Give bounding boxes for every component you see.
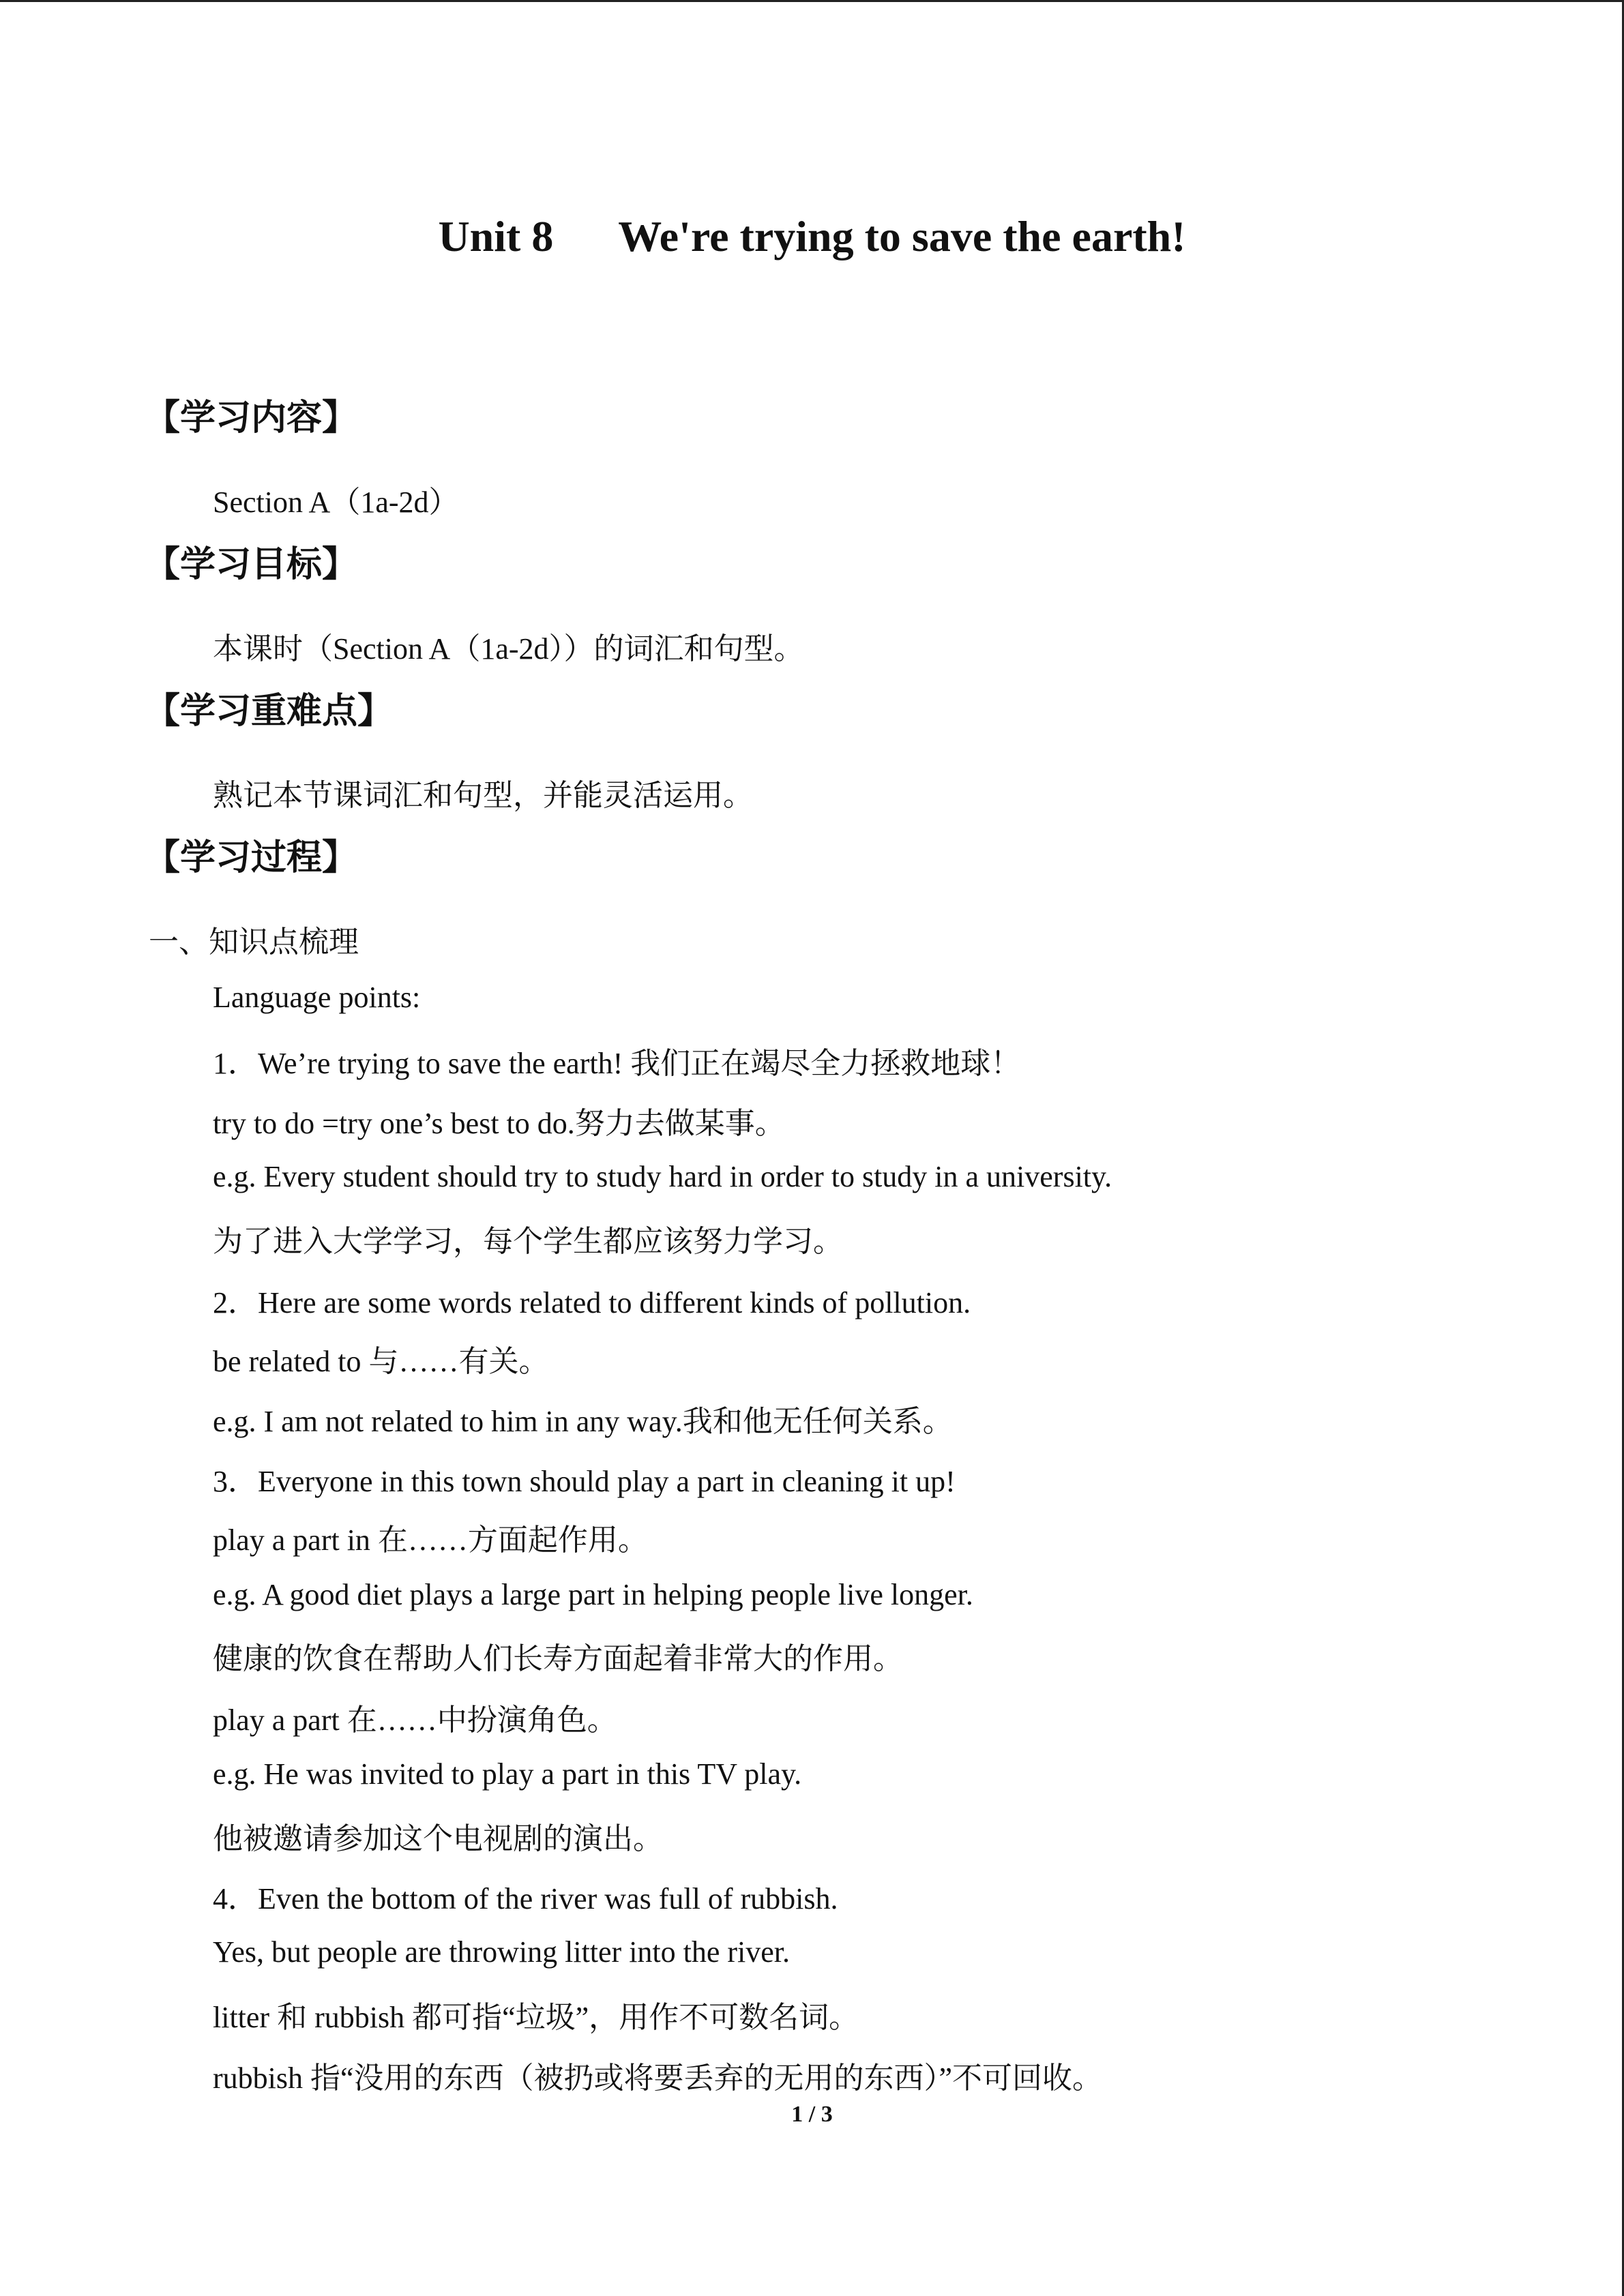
heading-key-points: 【学习重难点】 xyxy=(145,691,394,732)
process-line: e.g. Every student should try to study hard in order to study in a university. xyxy=(213,1160,1112,1193)
process-line: Language points: xyxy=(213,981,421,1014)
heading-study-process: 【学习过程】 xyxy=(145,837,358,878)
process-line: 2．Here are some words related to different kinds of pollution. xyxy=(213,1286,971,1320)
process-line: litter 和 rubbish 都可指“垃圾”，用作不可数名词。 xyxy=(213,2001,859,2034)
process-line: 为了进入大学学习，每个学生都应该努力学习。 xyxy=(213,1225,843,1258)
process-line: play a part in 在……方面起作用。 xyxy=(213,1523,648,1557)
process-line: 3．Everyone in this town should play a part in cleaning it up! xyxy=(213,1465,956,1498)
process-line: e.g. He was invited to play a part in this TV play. xyxy=(213,1757,802,1791)
process-line: 健康的饮食在帮助人们长寿方面起着非常大的作用。 xyxy=(213,1642,903,1675)
process-line: be related to 与……有关。 xyxy=(213,1345,549,1378)
part-title-knowledge-points: 一、知识点梳理 xyxy=(149,925,359,959)
heading-study-goals: 【学习目标】 xyxy=(145,544,358,585)
study-goals-text: 本课时（Section A（1a-2d））的词汇和句型。 xyxy=(213,632,804,666)
process-line: e.g. A good diet plays a large part in helping people live longer. xyxy=(213,1578,973,1611)
study-content-text: Section A（1a-2d） xyxy=(213,486,459,519)
process-line: Yes, but people are throwing litter into the river. xyxy=(213,1935,791,1969)
process-line: try to do =try one’s best to do.努力去做某事。 xyxy=(213,1107,785,1140)
page-number: 1 / 3 xyxy=(791,2102,833,2127)
heading-study-content: 【学习内容】 xyxy=(145,398,358,438)
process-line: 他被邀请参加这个电视剧的演出。 xyxy=(213,1822,663,1855)
process-line: rubbish 指“没用的东西（被扔或将要丢弃的无用的东西）”不可回收。 xyxy=(213,2061,1103,2095)
process-line: 1．We’re trying to save the earth! 我们正在竭尽全力拯救地球！ xyxy=(213,1047,1021,1080)
page-top-border xyxy=(0,0,1624,2)
key-points-text: 熟记本节课词汇和句型，并能灵活运用。 xyxy=(213,779,753,812)
process-line: 4．Even the bottom of the river was full of rubbish. xyxy=(213,1882,838,1915)
document-title: Unit 8 We're trying to save the earth! xyxy=(438,212,1186,260)
process-line: e.g. I am not related to him in any way.我和他无任何关系。 xyxy=(213,1405,953,1438)
process-line: play a part 在……中扮演角色。 xyxy=(213,1703,617,1737)
